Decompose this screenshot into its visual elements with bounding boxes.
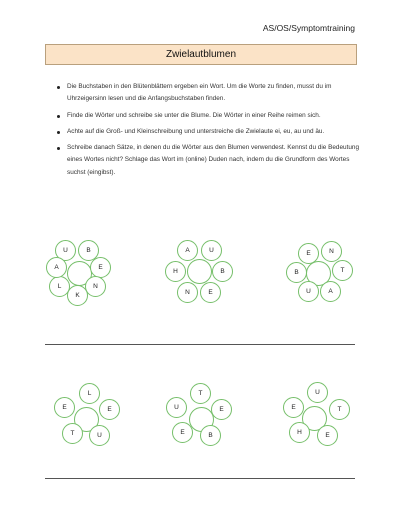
header-label: AS/OS/Symptomtraining [262, 23, 355, 33]
petal: N [321, 241, 342, 262]
flower-center [187, 259, 212, 284]
petal: E [283, 397, 304, 418]
petal: B [200, 425, 221, 446]
answer-line [45, 478, 355, 479]
petal: B [78, 240, 99, 261]
petal: T [329, 399, 350, 420]
petal: L [79, 383, 100, 404]
petal: U [166, 397, 187, 418]
petal: E [298, 243, 319, 264]
petal: T [62, 423, 83, 444]
petal: E [172, 422, 193, 443]
petal: N [85, 276, 106, 297]
petal: T [332, 260, 353, 281]
worksheet-title-text: Zwielautblumen [165, 49, 237, 60]
instruction-text: Die Buchstaben in den Blütenblättern ergeben ein Wort. Um die Worte zu finden, musst du im Uhrzeigersinn lesen und die Anfangsbuchstaben finden. [67, 83, 332, 103]
petal: E [99, 399, 120, 420]
petal: K [67, 285, 88, 306]
petal: E [54, 397, 75, 418]
answer-line [45, 344, 355, 345]
petal: U [89, 425, 110, 446]
petal: A [320, 281, 341, 302]
petal: N [177, 282, 198, 303]
instruction-text: Finde die Wörter und schreibe sie unter die Blume. Die Wörter in einer Reihe reimen sich. [67, 111, 321, 119]
petal: A [177, 240, 198, 261]
petal: U [298, 281, 319, 302]
petal: U [55, 240, 76, 261]
instruction-text: Schreibe danach Sätze, in denen du die Wörter aus den Blumen verwendest. Kennst du die Bedeutung eines Wortes nicht? Schlage das Wort im (online) Duden nach, indem du die Grundform des Wortes suchst (eingibst). [67, 144, 360, 176]
petal: T [190, 383, 211, 404]
petal: U [307, 382, 328, 403]
petal: U [201, 240, 222, 261]
petal: E [211, 399, 232, 420]
petal: L [49, 276, 70, 297]
petal: E [90, 257, 111, 278]
petal: B [286, 262, 307, 283]
petal: B [212, 261, 233, 282]
instruction-text: Achte auf die Groß- und Kleinschreibung und unterstreiche die Zwielaute ei, eu, au und äu. [67, 127, 325, 135]
petal: H [165, 261, 186, 282]
petal: H [289, 422, 310, 443]
petal: A [46, 257, 67, 278]
petal: E [200, 282, 221, 303]
petal: E [317, 425, 338, 446]
